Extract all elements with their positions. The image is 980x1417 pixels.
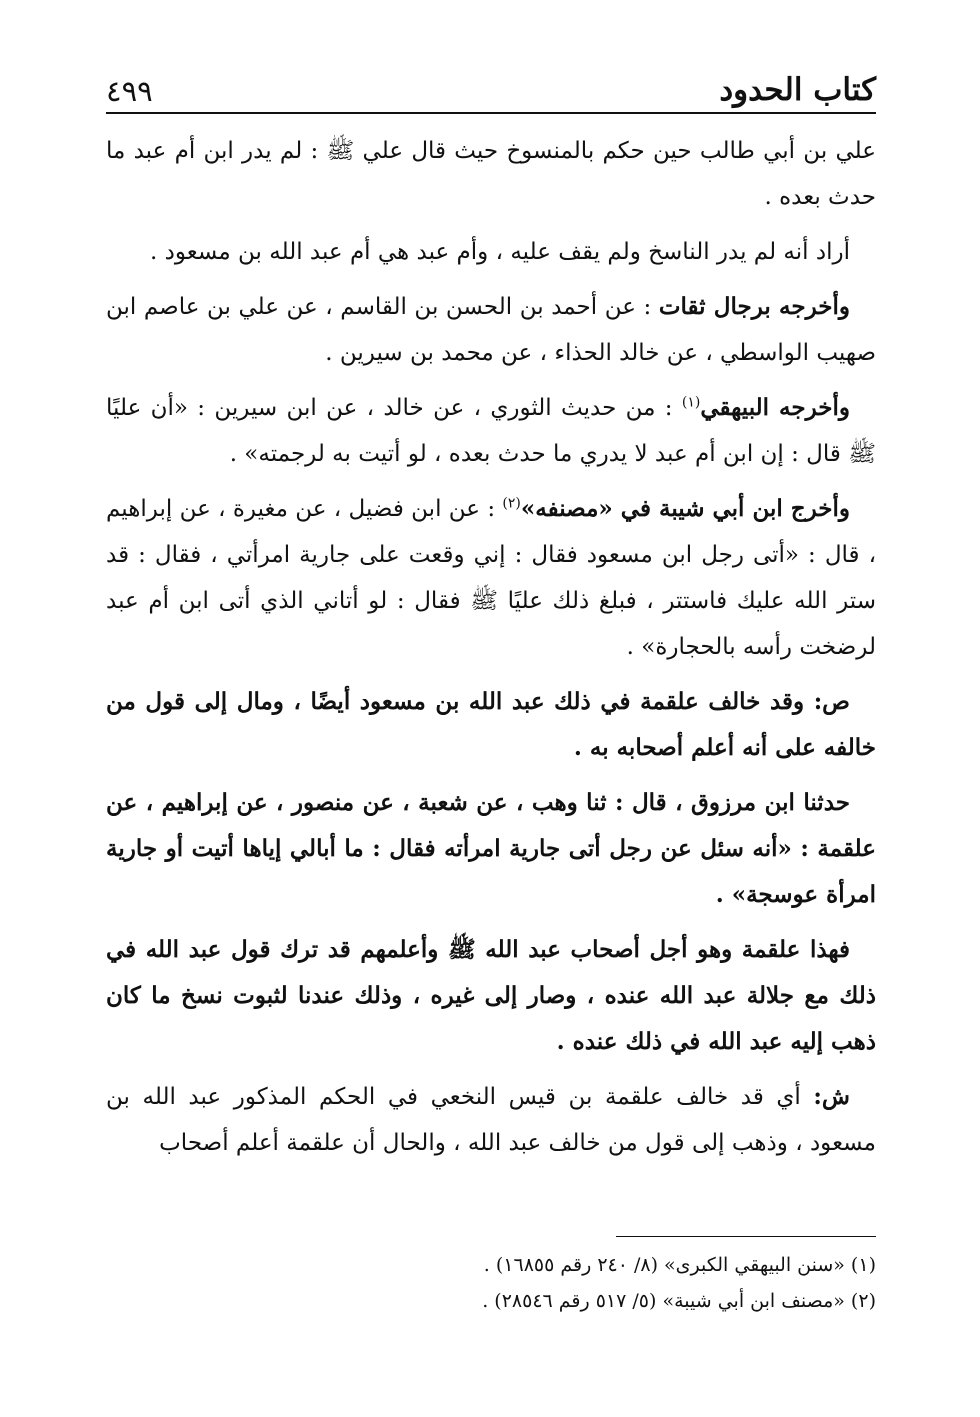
body-text	[106, 128, 876, 1166]
paragraph-5	[106, 486, 876, 670]
page-number: ٤٩٩	[106, 74, 153, 108]
paragraph-9-lead: ش:	[813, 1083, 850, 1110]
paragraph-4	[106, 385, 876, 477]
paragraph-3-lead: وأخرجه برجال ثقات	[658, 293, 851, 320]
paragraph-5-lead: وأخرج ابن أبي شيبة في «مصنفه»	[520, 495, 851, 522]
paragraph-6-text: ص: وقد خالف علقمة في ذلك عبد الله بن مسعود أيضًا ، ومال إلى قول من خالفه على أنه أعلم أصحابه به .	[106, 688, 876, 761]
footnote-ref-2[interactable]: (٢)	[502, 495, 521, 512]
paragraph-6	[106, 679, 876, 771]
paragraph-2	[106, 229, 876, 275]
paragraph-3	[106, 284, 876, 376]
footnote-divider	[616, 1236, 876, 1237]
paragraph-1-text: علي بن أبي طالب حين حكم بالمنسوخ حيث قال علي ﷺ : لم يدر ابن أم عبد ما حدث بعده .	[106, 138, 876, 210]
paragraph-1	[106, 128, 876, 220]
paragraph-3-text: : عن أحمد بن الحسن بن القاسم ، عن علي بن عاصم ابن صهيب الواسطي ، عن خالد الحذاء ، عن محمد بن سيرين .	[106, 294, 876, 366]
paragraph-4-text: : من حديث الثوري ، عن خالد ، عن ابن سيرين : «أن عليًا ﷺ قال : إن ابن أم عبد لا يدري ما حدث بعده ، لو أتيت به لرجمته» .	[106, 395, 876, 467]
footnote-1: (١) «سنن البيهقي الكبرى» (٨/ ٢٤٠ رقم ١٦٨٥٥) .	[483, 1254, 876, 1276]
running-header	[106, 60, 876, 114]
paragraph-8	[106, 927, 876, 1065]
paragraph-7-text: حدثنا ابن مرزوق ، قال : ثنا وهب ، عن شعبة ، عن منصور ، عن إبراهيم ، عن علقمة : «أنه سئل عن رجل أتى جارية امرأته فقال : ما أبالي إياها أتيت أو جارية امرأة عوسجة» .	[106, 789, 876, 908]
paragraph-9	[106, 1074, 876, 1166]
paragraph-9-text: أي قد خالف علقمة بن قيس النخعي في الحكم المذكور عبد الله بن مسعود ، وذهب إلى قول من خالف عبد الله ، والحال أن علقمة أعلم أصحاب	[106, 1084, 876, 1156]
paragraph-7	[106, 780, 876, 918]
paragraph-8-text: فهذا علقمة وهو أجل أصحاب عبد الله ﷺ وأعلمهم قد ترك قول عبد الله في ذلك مع جلالة عبد الله عنده ، وصار إلى غيره ، وذلك عندنا لثبوت نسخ ما كان ذهب إليه عبد الله في ذلك عنده .	[106, 936, 876, 1055]
footnotes	[106, 1236, 876, 1319]
page	[106, 60, 876, 1175]
paragraph-2-text: أراد أنه لم يدر الناسخ ولم يقف عليه ، وأم عبد هي أم عبد الله بن مسعود .	[150, 239, 850, 265]
paragraph-4-lead: وأخرجه البيهقي	[700, 394, 851, 421]
footnote-2: (٢) «مصنف ابن أبي شيبة» (٥/ ٥١٧ رقم ٢٨٥٤٦) .	[482, 1290, 876, 1312]
footnote-ref-1[interactable]: (١)	[681, 394, 701, 411]
book-title: كتاب الحدود	[719, 72, 876, 108]
paragraph-5-text: : عن ابن فضيل ، عن مغيرة ، عن إبراهيم ، قال : «أتى رجل ابن مسعود فقال : إني وقعت على جارية امرأتي ، فقال : قد ستر الله عليك فاستتر ، فبلغ ذلك عليًا ﷺ فقال : لو أتاني الذي أتى ابن أم عبد لرضخت رأسه بالحجارة» .	[106, 496, 876, 660]
